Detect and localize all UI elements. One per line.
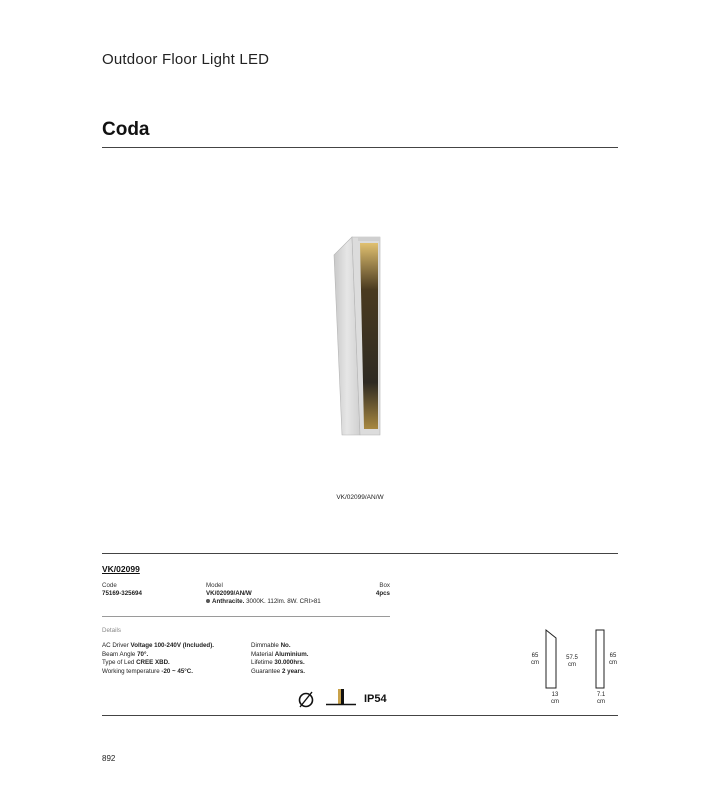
- box-label: Box: [379, 582, 390, 589]
- detail-row: Guarantee 2 years.: [251, 667, 306, 675]
- model-block: [206, 582, 321, 606]
- front-height-label: 65 cm: [531, 653, 539, 666]
- model-label: Model: [206, 582, 223, 589]
- detail-row: Material Aluminium.: [251, 650, 309, 658]
- divider-top: [102, 147, 618, 148]
- divider-details: [102, 616, 390, 617]
- details-left-column: [102, 642, 214, 676]
- box-value: 4pcs: [375, 590, 390, 597]
- floor-mount-icon: [326, 687, 356, 707]
- no-dimmable-icon: [296, 689, 316, 709]
- side-width-label: 7.1 cm: [596, 692, 606, 705]
- product-image-caption: VK/02099/AN/W: [336, 494, 384, 501]
- variant-line: [206, 598, 321, 606]
- model-value: VK/02099/AN/W: [206, 590, 252, 597]
- page-number: 892: [102, 754, 116, 763]
- code-value: 75169-325694: [102, 590, 142, 597]
- divider-bottom: [102, 715, 618, 716]
- ip-rating: IP54: [364, 693, 387, 705]
- code-label: Code: [102, 582, 117, 589]
- side-height-label: 65 cm: [609, 653, 617, 666]
- divider-middle: [102, 553, 618, 554]
- detail-row: Dimmable No.: [251, 642, 291, 649]
- variant-name: Anthracite.: [212, 598, 245, 605]
- front-inner-height-label: 57.5 cm: [566, 655, 578, 668]
- detail-row: Type of Led CREE XBD.: [102, 659, 170, 666]
- box-block: [340, 582, 390, 598]
- details-label: Details: [102, 627, 121, 634]
- code-block: [102, 582, 142, 598]
- front-width-label: 13 cm: [551, 692, 559, 705]
- product-image: [320, 225, 400, 445]
- product-title: Coda: [102, 119, 150, 140]
- detail-row: Working temperature -20 ~ 45°C.: [102, 667, 193, 675]
- detail-row: Beam Angle 70°.: [102, 650, 149, 658]
- variant-specs: 3000K. 112lm. 8W. CRI>81: [246, 598, 321, 605]
- details-right-column: [251, 642, 308, 676]
- detail-row: Lifetime 30.000hrs.: [251, 659, 305, 666]
- color-swatch-icon: [206, 599, 210, 603]
- category-heading: Outdoor Floor Light LED: [102, 51, 270, 68]
- detail-row: AC Driver Voltage 100-240V (Included).: [102, 642, 214, 649]
- product-reference: VK/02099: [102, 564, 140, 574]
